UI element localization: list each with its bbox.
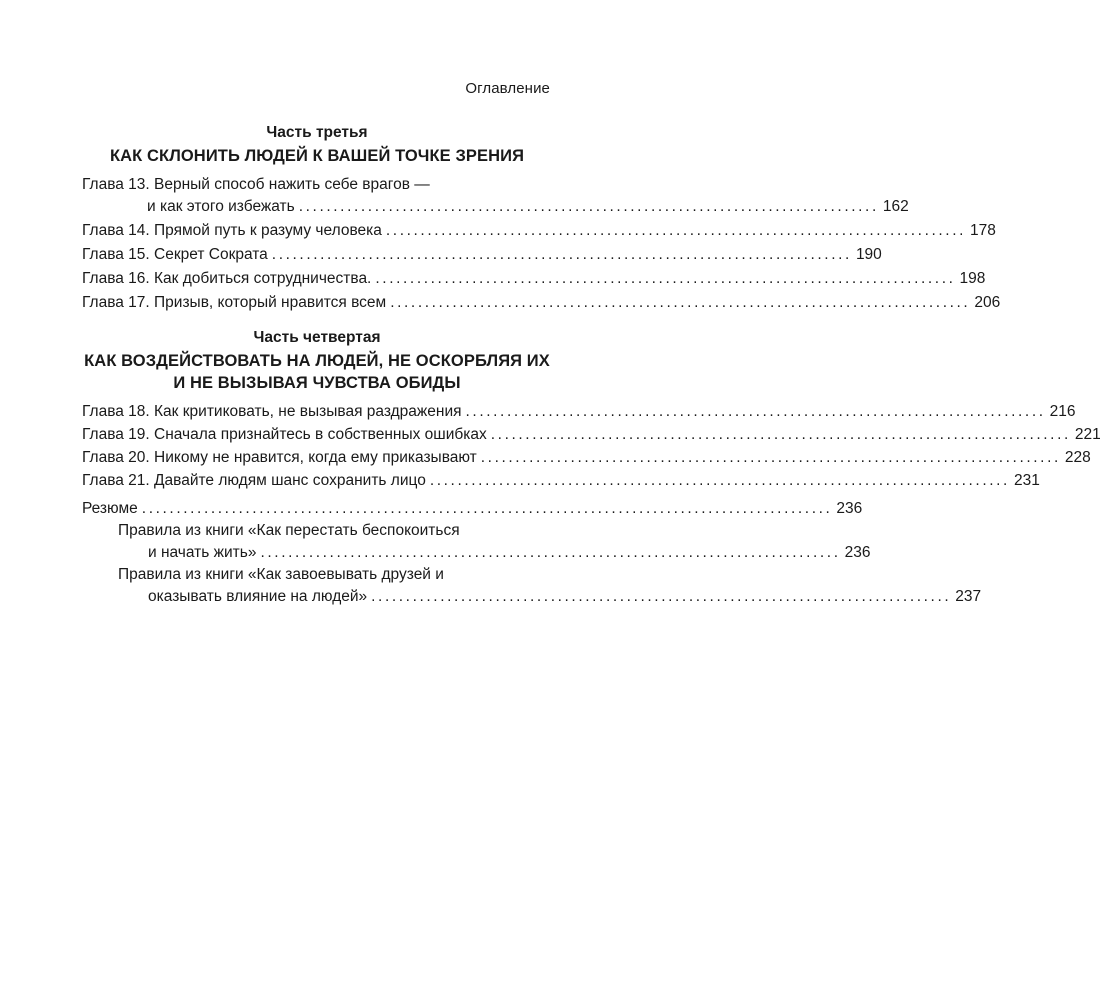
leader-dots: .................................................................................... — [271, 246, 852, 263]
toc-entry-label: Глава 18. Как критиковать, не вызывая раздражения — [82, 403, 462, 420]
part4-label: Часть четвертая — [253, 329, 381, 346]
toc-entry-ch17[interactable] — [82, 292, 1001, 314]
toc-entry-ch14[interactable] — [82, 220, 996, 242]
toc-entry-label: Глава 19. Сначала признайтесь в собственных ошибках — [82, 426, 487, 443]
page-number: 162 — [882, 198, 909, 215]
page-number: 198 — [959, 270, 986, 287]
leader-dots: .................................................................................... — [390, 294, 971, 311]
page-number: 236 — [836, 500, 863, 517]
part3-label: Часть третья — [266, 124, 368, 141]
leader-dots: .................................................................................................... — [141, 500, 833, 517]
leader-dots: .................................................................................... — [375, 270, 956, 287]
page-number: 190 — [855, 246, 882, 263]
leader-dots: .................................................................................... — [480, 449, 1061, 466]
toc-entry-rules2-line1: Правила из книги «Как завоевывать друзей и — [118, 566, 444, 583]
toc-entry-ch15[interactable] — [82, 244, 882, 266]
toc-entry-label: и как этого избежать — [147, 198, 295, 215]
toc-entry-label: Глава 15. Секрет Сократа — [82, 246, 268, 263]
toc-entry-summary[interactable] — [82, 498, 863, 520]
leader-dots: .................................................................................... — [429, 472, 1010, 489]
page-number: 206 — [974, 294, 1001, 311]
toc-entry-rules1-line1: Правила из книги «Как перестать беспокоиться — [118, 522, 460, 539]
toc-entry-ch19[interactable] — [82, 424, 1101, 446]
toc-entry-ch13-line1: Глава 13. Верный способ нажить себе врагов — — [82, 176, 430, 193]
page-number: 178 — [970, 222, 996, 239]
leader-dots: .................................................................................... — [465, 403, 1046, 420]
leader-dots: .................................................................................... — [385, 222, 967, 239]
page-number: 231 — [1013, 472, 1040, 489]
toc-entry-rules2[interactable] — [82, 586, 982, 608]
page-number: 228 — [1064, 449, 1091, 466]
toc-entry-rules1[interactable] — [82, 542, 871, 564]
running-head: Оглавление — [465, 80, 550, 97]
toc-entry-label: оказывать влияние на людей» — [148, 588, 368, 605]
leader-dots: .................................................................................... — [260, 544, 841, 561]
page-number: 237 — [955, 588, 982, 605]
toc-entry-ch18[interactable] — [82, 401, 1076, 423]
part3-title: КАК СКЛОНИТЬ ЛЮДЕЙ К ВАШЕЙ ТОЧКЕ ЗРЕНИЯ — [109, 147, 525, 165]
leader-dots: .................................................................................... — [371, 588, 952, 605]
toc-entry-label: Глава 14. Прямой путь к разуму человека — [82, 222, 382, 239]
leader-dots: .................................................................................... — [298, 198, 879, 215]
page-number: 236 — [844, 544, 871, 561]
toc-entry-label: Глава 16. Как добиться сотрудничества. — [82, 270, 372, 287]
toc-entry-ch16[interactable] — [82, 268, 986, 290]
page-number: 216 — [1049, 403, 1076, 420]
toc-entry-label: Глава 20. Никому не нравится, когда ему приказывают — [82, 449, 477, 466]
toc-entry-label: Глава 17. Призыв, который нравится всем — [82, 294, 387, 311]
toc-entry-label: Глава 21. Давайте людям шанс сохранить лицо — [82, 472, 426, 489]
toc-entry-label: Резюме — [82, 500, 138, 517]
leader-dots: .................................................................................... — [490, 426, 1071, 443]
part4-title-line2: И НЕ ВЫЗЫВАЯ ЧУВСТВА ОБИДЫ — [173, 374, 461, 392]
page-number: 221 — [1074, 426, 1101, 443]
toc-entry-ch13[interactable] — [82, 196, 909, 218]
toc-entry-ch20[interactable] — [82, 447, 1091, 469]
toc-entry-ch21[interactable] — [82, 470, 1040, 492]
part4-title-line1: КАК ВОЗДЕЙСТВОВАТЬ НА ЛЮДЕЙ, НЕ ОСКОРБЛЯЯ ИХ — [84, 352, 550, 370]
toc-entry-label: и начать жить» — [148, 544, 257, 561]
